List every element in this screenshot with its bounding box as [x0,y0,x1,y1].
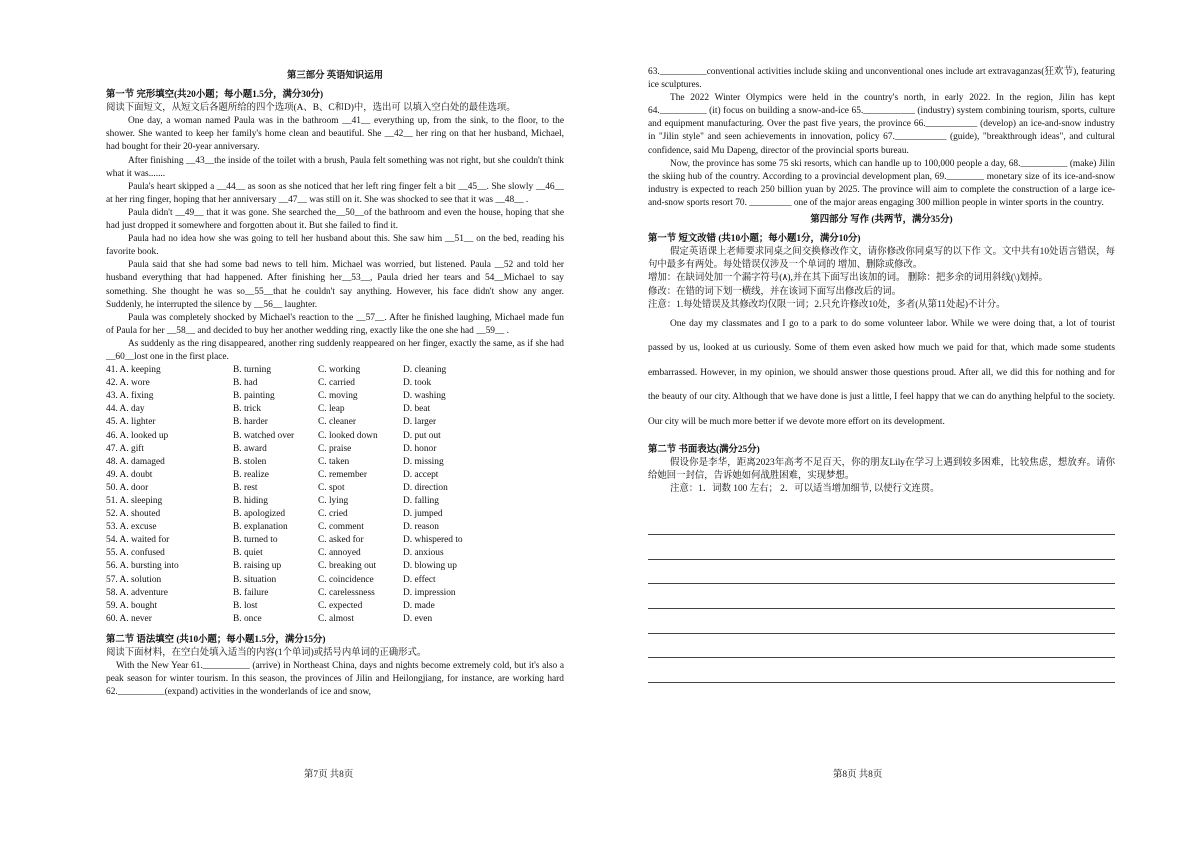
option-cell: B. watched over [233,430,295,441]
writing-section-title: 第二节 书面表达(满分25分) [648,445,760,456]
error-correction-add-rule: 增加：在缺词处加一个漏字符号(٨),并在其下面写出该加的词。 删除：把多余的词用斜线(\)划掉。 [648,273,1048,284]
cloze-paragraph: One day, a woman named Paula was in the bathroom __41__ everything up, from the sink, to the floor, to the shower. She wanted to keep her family's home clean and beautiful. She __42__ her ring on that her husband, Michael, had bought for their 20-year anniversary. [106,116,564,153]
option-cell: B. trick [233,404,262,415]
option-cell: B. award [233,443,267,454]
grammar-passage-continued: 63.__________conventional activities include skiing and unconventional ones include art extravaganzas(狂欢节), featuring ice sculptures. [648,67,1115,91]
option-cell: B. hiding [233,496,268,506]
cloze-options [106,364,564,626]
part-title: 第三部分 英语知识运用 [286,71,384,81]
cloze-passage [106,115,564,364]
option-cell: D. anxious [403,548,444,559]
option-cell: B. situation [233,574,277,585]
option-cell: C. moving [318,391,358,402]
option-cell: 51. A. sleeping [106,496,163,506]
option-cell: B. turning [233,365,272,376]
error-correction-title: 第一节 短文改错 (共10小题；每小题1分，满分10分) [648,234,861,245]
answer-line[interactable] [648,560,1115,585]
option-cell: D. blowing up [403,561,457,572]
cloze-paragraph: Paula's heart skipped a __44__ as soon as she noticed that her left ring finger felt a bit __45__. She slowly __46__ at her ring finger, hoping that her anniversary __47__ was still on it. She was shocked to see that it was __48__ . [106,181,564,205]
option-cell: 44. A. day [106,404,145,415]
option-cell: 46. A. looked up [106,430,169,441]
cloze-paragraph: After finishing __43__the inside of the toilet with a brush, Paula felt something was not right, but she couldn't think what it was....... [106,155,564,179]
option-cell: C. breaking out [318,561,377,572]
error-correction-modify-rule: 修改：在错的词下划一横线，并在该词下面写出修改后的词。 [648,286,902,297]
option-cell: D. effect [403,574,436,585]
option-cell: B. once [233,613,262,624]
option-cell: D. reason [403,522,439,533]
option-cell: D. put out [403,430,441,441]
answer-line[interactable] [648,634,1115,659]
option-cell: C. remember [318,469,367,480]
option-cell: D. falling [403,496,439,506]
cloze-paragraph: Paula had no idea how she was going to tell her husband about this. She saw him __51__ on the bed, reading his favorite book. [106,234,564,258]
grammar-passage-continued: The 2022 Winter Olympics were held in the country's north, in early 2022. In the region, Jilin has kept 64.__________ (it) focus on building a snow-and-ice 65.___________ (industry) system combining tourism, sports, culture and equipment manufacturing. Over the past five years, the province 66.___________ (develop) an ice-and-snow industry in "Jilin style" and seen achievements in innovation, policy 67.___________ (guide), "breakthrough ideas", and cultural confidence, said Mu Dapeng, director of the provincial sports bureau. [648,93,1115,156]
cloze-paragraph: Paula was completely shocked by Michael's reaction to the __57__. After he finished laughing, Michael made fun of Paula for her __58__ and decided to buy her another wedding ring, exactly like the one she had __59__ . [106,312,564,336]
option-cell: B. painting [233,391,275,402]
option-cell: D. missing [403,456,444,467]
option-cell: 52. A. shouted [106,509,161,520]
grammar-passage: With the New Year 61.__________ (arrive) in Northeast China, days and nights become extremely cold, but it's also a peak season for winter tourism. In this season, the provinces of Jilin and Heilongjiang, for instance, are working hard 62.__________(expand) activities in the wonderlands of ice and snow, [106,661,564,698]
option-cell: 49. A. doubt [106,469,153,480]
left-page [106,66,564,699]
option-cell: 43. A. fixing [106,391,154,402]
option-cell: 42. A. wore [106,378,150,389]
option-cell: B. had [233,378,258,389]
option-cell: D. larger [403,417,437,428]
option-cell: D. jumped [403,509,443,520]
essay-passage [648,312,1115,435]
option-cell: D. accept [403,469,439,480]
cloze-section-title: 第一节 完形填空(共20小题；每小题1.5分，满分30分) [106,90,324,101]
option-cell: C. coincidence [318,574,374,585]
option-cell: C. carelessness [318,587,375,598]
grammar-instructions: 阅读下面材料，在空白处填入适当的内容(1个单词)或括号内单词的正确形式。 [106,648,427,659]
option-cell: C. annoyed [318,548,361,559]
option-cell: 59. A. bought [106,600,158,611]
option-cell: D. honor [403,443,437,454]
option-cell: B. raising up [233,561,282,572]
option-cell: C. carried [318,378,355,389]
writing-note: 注意：1．词数 100 左右； 2．可以适当增加细节, 以使行文连贯。 [670,484,940,495]
essay-text: One day my classmates and I go to a park to do some volunteer labor. While we were doing that, a lot of tourist passed by us, looked at us curiously. Some of them even asked how much we paid for that, which made some students embarrassed. However, in my opinion, we should answer those questions proud. After all, we did this for nothing and for the beauty of our city. Although that we have done is just a little, I feel happy that we can do anything helpful to the society. Our city will be much more better if we devote more effort on its development. [648,318,1115,427]
option-cell: 58. A. adventure [106,587,168,598]
cloze-paragraph: As suddenly as the ring disappeared, another ring suddenly reappeared on her finger, exactly the same, as if she had __60__lost one in the first place. [106,338,564,362]
option-cell: B. quiet [233,548,263,559]
option-cell: B. stolen [233,456,267,467]
error-correction-note: 注意：1.每处错误及其修改均仅限一词；2.只允许修改10处，多者(从第11处起)不计分。 [648,299,1006,310]
cloze-paragraph: Paula said that she had some bad news to tell him. Michael was worried, but listened. Paula __52 and told her husband everything that had happened. After finishing her__53__, Paula dried her tears and 54__Michael to say something. She thought he was so__55__that he couldn't say anything. However, his face didn't show any anger. Suddenly, he interrupted the silence by __56__ laughter. [106,260,564,310]
option-cell: D. impression [403,587,456,598]
option-cell: 45. A. lighter [106,417,156,428]
option-cell: 54. A. waited for [106,535,170,546]
option-cell: C. lying [318,496,349,506]
option-cell: D. washing [403,391,446,402]
option-cell: 57. A. solution [106,574,162,585]
grammar-passage-continued: Now, the province has some 75 ski resorts, which can handle up to 100,000 people a day, 68.__________ (make) Jilin the skiing hub of the country. According to a provincial development plan, 69.________ monetary size of its ice-and-snow industry is expected to reach 250 billion yuan by 2025. The province will aim to complete the construction of a large ice-and-snow sports resort 70. _________ one of the major areas engaging 300 million people in winter sports in the country. [648,158,1115,208]
answer-line[interactable] [648,511,1115,536]
answer-line[interactable] [648,609,1115,634]
option-cell: B. harder [233,417,268,428]
option-cell: 55. A. confused [106,548,165,559]
writing-instructions: 假设你是李华，距离2023年高考不足百天，你的朋友Lily在学习上遇到较多困难，比较焦虑，想放弃。请你给她回一封信，告诉她如何战胜困难，实现梦想。 [648,458,1115,482]
grammar-section-title: 第二节 语法填空 (共10小题；每小题1.5分，满分15分) [106,634,326,645]
option-cell: C. comment [318,522,364,533]
option-cell: C. taken [318,456,350,467]
error-correction-instructions: 假定英语课上老师要求同桌之间交换修改作文，请你修改你同桌写的以下作 文。文中共有10处语言错误，每句中最多有两处。每处错误仅涉及一个单词的 增加、删除或修改。 [648,247,1115,271]
cloze-instructions: 阅读下面短文，从短文后各题所给的四个选项(A、B、C和D)中，选出可 以填入空白处的最佳选项。 [106,103,516,114]
option-cell: C. looked down [318,430,378,441]
option-cell: C. almost [318,613,354,624]
option-cell: 41. A. keeping [106,365,161,376]
left-page-footer: 第7页 共8页 [304,770,354,780]
option-cell: B. apologized [233,509,286,520]
option-cell: D. made [403,600,435,611]
option-cell: C. asked for [318,535,364,546]
option-cell: 53. A. excuse [106,522,157,533]
option-cell: B. explanation [233,522,288,533]
option-cell: C. expected [318,600,363,611]
answer-line[interactable] [648,584,1115,609]
option-cell: B. turned to [233,535,278,546]
answer-line[interactable] [648,658,1115,683]
part4-title: 第四部分 写作 (共两节，满分35分) [810,215,953,226]
option-cell: D. took [403,378,432,389]
option-cell: 50. A. door [106,482,149,493]
cloze-paragraph: Paula didn't __49__ that it was gone. She searched the__50__of the bathroom and even the house, hoping that she had just dropped it somewhere and forgotten about it. But she failed to find it. [106,207,564,232]
option-cell: D. even [403,613,433,624]
option-cell: B. lost [233,600,258,611]
option-cell: D. beat [403,404,431,415]
answer-line[interactable] [648,535,1115,560]
option-cell: 60. A. never [106,613,152,624]
option-cell: B. rest [233,482,258,493]
option-cell: C. praise [318,443,352,454]
option-cell: D. whispered to [403,535,463,546]
option-cell: C. working [318,365,361,376]
option-cell: 48. A. damaged [106,456,165,467]
option-cell: 47. A. gift [106,443,145,454]
option-cell: D. cleaning [403,365,447,376]
option-cell: 56. A. bursting into [106,561,179,572]
option-cell: C. spot [318,482,345,493]
option-cell: C. cleaner [318,417,356,428]
answer-lines[interactable] [648,511,1115,683]
option-cell: D. direction [403,482,448,493]
right-page [648,66,1115,683]
right-page-footer: 第8页 共8页 [833,770,883,780]
option-cell: B. failure [233,587,269,598]
option-cell: C. cried [318,509,348,520]
option-cell: C. leap [318,404,345,415]
option-cell: B. realize [233,469,269,480]
